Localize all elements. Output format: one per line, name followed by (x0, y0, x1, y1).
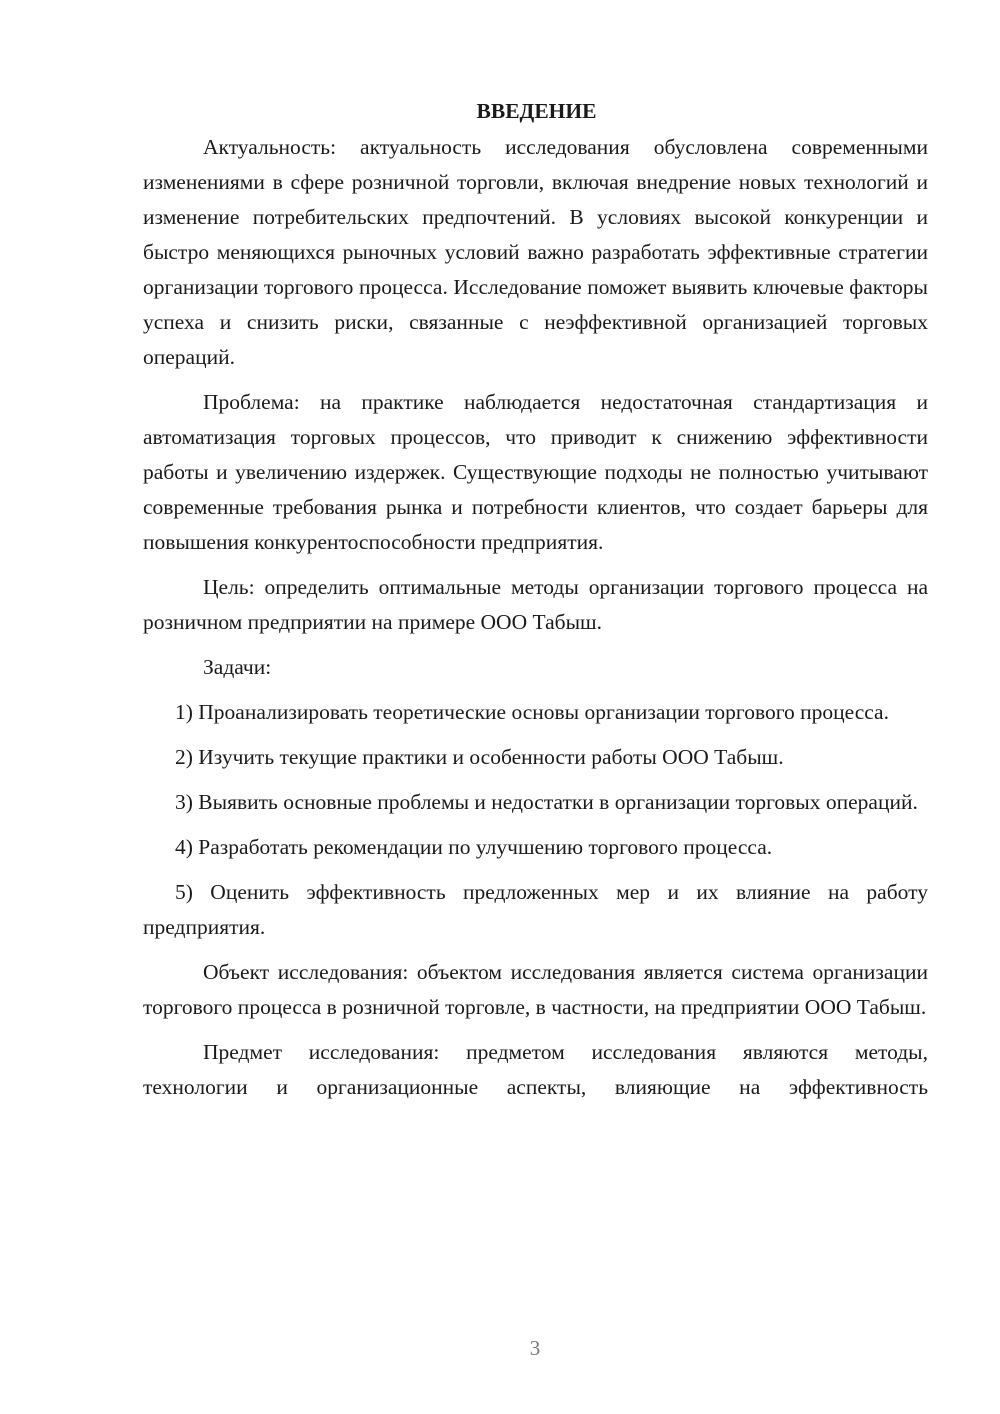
tasks-heading: Задачи: (203, 655, 272, 679)
paragraph-relevance: Актуальность: актуальность исследования обусловлена современными изменениями в сфере розничной торговли, включая внедрение новых технологий и изменение потребительских предпочтений. В условиях высокой конкуренции и быстро меняющихся рыночных условий важно разработать эффективные стратегии организации торгового процесса. Исследование поможет выявить ключевые факторы успеха и снизить риски, связанные с неэффективной организацией торговых операций. (143, 135, 928, 369)
task-item-5: 5) Оценить эффективность предложенных мер и их влияние на работу предприятия. (143, 880, 928, 939)
tasks-list (143, 695, 928, 945)
task-item-1: 1) Проанализировать теоретические основы организации торгового процесса. (175, 700, 889, 724)
page-title: ВВЕДЕНИЕ (476, 99, 597, 123)
task-item-4: 4) Разработать рекомендации по улучшению торгового процесса. (175, 835, 773, 859)
task-item-3: 3) Выявить основные проблемы и недостатки в организации торговых операций. (175, 790, 918, 814)
page-number: 3 (529, 1336, 541, 1360)
paragraph-goal: Цель: определить оптимальные методы организации торгового процесса на розничном предприятии на примере ООО Табыш. (143, 575, 928, 634)
paragraph-problem: Проблема: на практике наблюдается недостаточная стандартизация и автоматизация торговых процессов, что приводит к снижению эффективности работы и увеличению издержек. Существующие подходы не полностью учитывают современные требования рынка и потребности клиентов, что создает барьеры для повышения конкурентоспособности предприятия. (143, 390, 928, 554)
paragraph-object: Объект исследования: объектом исследования является система организации торгового процесса в розничной торговле, в частности, на предприятии ООО Табыш. (143, 960, 928, 1019)
page-content (143, 96, 928, 1115)
paragraph-subject: Предмет исследования: предметом исследования являются методы, технологии и организационные аспекты, влияющие на эффективность (143, 1040, 928, 1099)
task-item-2: 2) Изучить текущие практики и особенности работы ООО Табыш. (175, 745, 784, 769)
